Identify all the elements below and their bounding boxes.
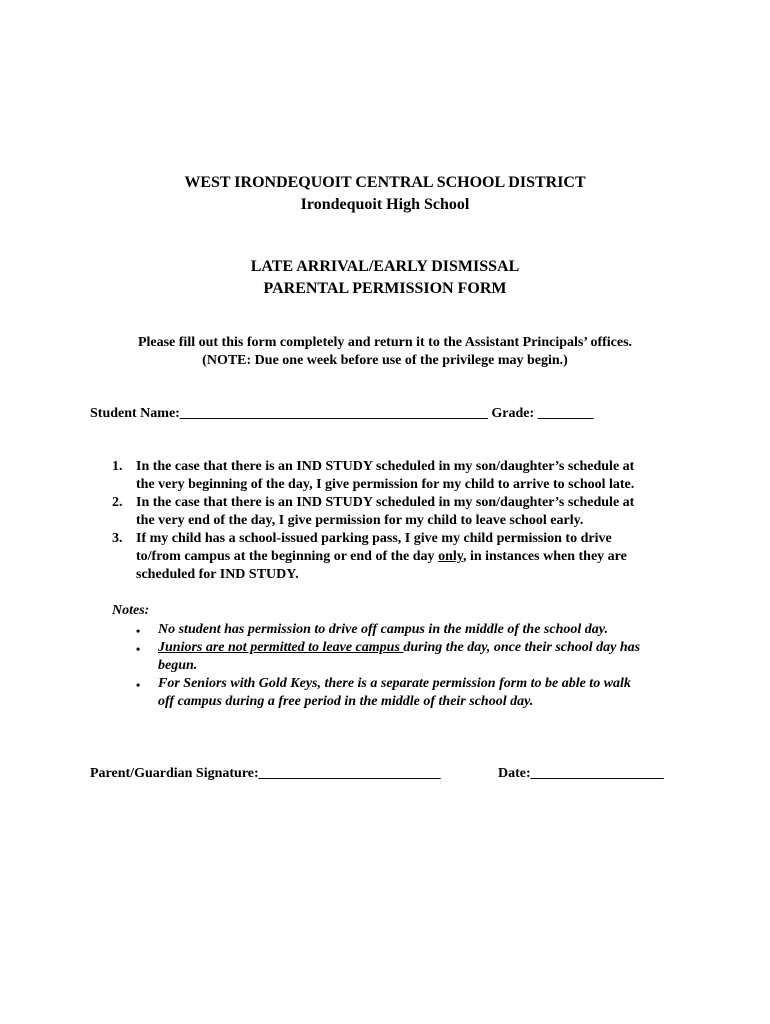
note-3-line1: For Seniors with Gold Keys, there is a separate permission form to be able to walk [158,676,631,691]
school-name: Irondequoit High School [300,196,470,213]
item-3-line2 [136,549,627,565]
instructions-line1: Please fill out this form completely and return it to the Assistant Principals’ offices. [137,335,633,350]
item-3-line3: scheduled for IND STUDY. [136,567,299,582]
form-title-line2: PARENTAL PERMISSION FORM [263,280,507,297]
note-1: No student has permission to drive off campus in the middle of the school day. [158,622,608,637]
grade-label: Grade: [491,406,535,421]
student-name-label: Student Name: [90,406,180,421]
parent-signature-row [90,766,441,782]
item-2-line1: In the case that there is an IND STUDY scheduled in my son/daughter’s schedule at [136,495,635,510]
item-2-line2: the very end of the day, I give permission for my child to leave school early. [136,513,584,528]
grade-field[interactable]: ________ [537,406,594,421]
note-2-line1 [158,640,640,656]
item-3-line1: If my child has a school-issued parking pass, I give my child permission to drive [136,531,612,546]
note-2-underlined: Juniors are not permitted to leave campus [158,640,404,655]
note-2-line2: begun. [158,658,198,673]
item-3-line2-only: only [438,549,463,564]
bullet-icon: • [136,642,141,656]
notes-heading: Notes: [112,603,150,618]
parent-signature-field[interactable]: __________________________ [258,766,441,781]
student-name-row [90,406,594,422]
item-3-number: 3. [112,531,123,546]
note-2-rest: during the day, once their school day has [403,640,641,655]
item-3-line2-before: to/from campus at the beginning or end of the day [136,549,439,564]
form-title-line1: LATE ARRIVAL/EARLY DISMISSAL [250,258,520,275]
bullet-icon: • [136,624,141,638]
instructions-line2: (NOTE: Due one week before use of the privilege may begin.) [202,353,568,368]
date-label: Date: [498,766,531,781]
student-name-field[interactable]: ____________________________________________ [179,406,488,421]
item-1-line2: the very beginning of the day, I give permission for my child to arrive to school late. [136,477,635,492]
note-3-line2: off campus during a free period in the middle of their school day. [158,694,534,709]
bullet-icon: • [136,678,141,692]
item-2-number: 2. [112,495,123,510]
item-3-line2-after: , in instances when they are [462,549,627,564]
item-1-line1: In the case that there is an IND STUDY scheduled in my son/daughter’s schedule at [136,459,635,474]
item-1-number: 1. [112,459,123,474]
district-title: WEST IRONDEQUOIT CENTRAL SCHOOL DISTRICT [184,174,586,191]
parent-signature-label: Parent/Guardian Signature: [90,766,259,781]
date-row [498,766,664,782]
date-field[interactable]: ___________________ [530,766,664,781]
